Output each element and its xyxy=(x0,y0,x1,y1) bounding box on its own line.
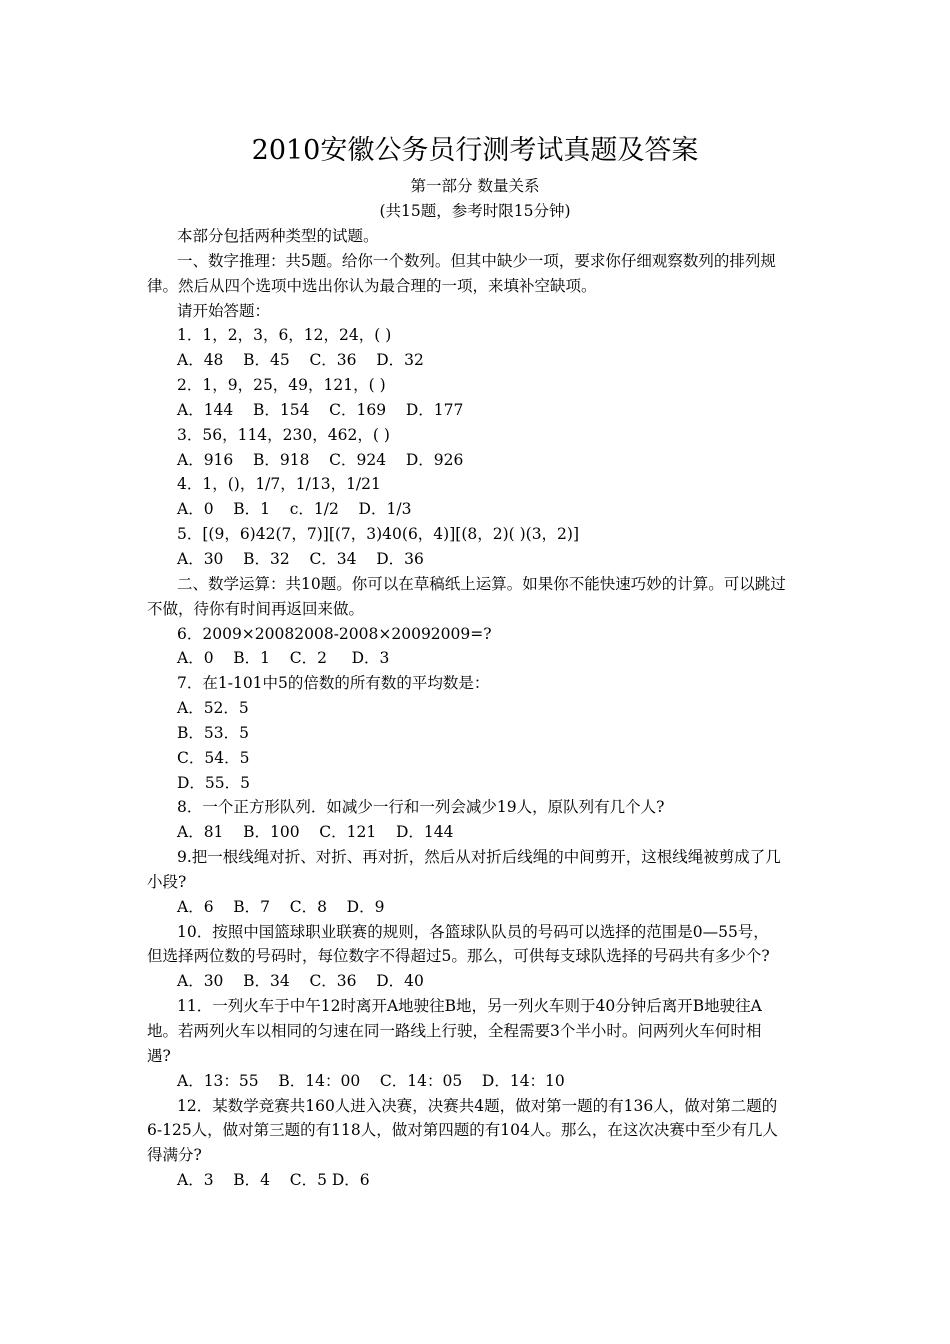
text-line: A．30 B．32 C．34 D．36 xyxy=(177,549,424,568)
text-line: 二、数学运算：共10题。你可以在草稿纸上运算。如果你不能快速巧妙的计算。可以跳过 xyxy=(177,574,786,593)
text-line: 请开始答题： xyxy=(177,301,271,320)
text-line: 10．按照中国篮球职业联赛的规则，各篮球队队员的号码可以选择的范围是0—55号， xyxy=(177,922,769,941)
text-line: 9.把一根线绳对折、对折、再对折，然后从对折后线绳的中间剪开，这根线绳被剪成了几 xyxy=(177,848,781,867)
text-line: A．52．5 xyxy=(177,699,249,718)
text-line: 7．在1-101中5的倍数的所有数的平均数是： xyxy=(177,674,490,693)
text-line: 本部分包括两种类型的试题。 xyxy=(177,227,379,245)
text-line: 12．某数学竞赛共160人进入决赛，决赛共4题，做对第一题的有136人，做对第二题的 xyxy=(177,1096,778,1115)
text-line: 小段? xyxy=(147,872,187,891)
text-line: 不做，待你有时间再返回来做。 xyxy=(147,599,365,618)
text-line: A．916 B．918 C．924 D．926 xyxy=(177,450,464,469)
text-line: C．54．5 xyxy=(177,748,250,767)
text-line: 一、数字推理：共5题。给你一个数列。但其中缺少一项，要求你仔细观察数列的排列规 xyxy=(177,251,776,270)
text-line: 1．1，2，3，6，12，24，( ) xyxy=(177,326,392,345)
text-line: 得满分? xyxy=(147,1146,202,1165)
text-line: A．6 B．7 C．8 D．9 xyxy=(177,897,385,916)
text-line: A．3 B．4 C．5 D．6 xyxy=(177,1171,370,1190)
text-line: A．0 B．1 c．1/2 D．1/3 xyxy=(177,500,412,519)
text-line: 遇? xyxy=(147,1046,171,1065)
document-body xyxy=(147,224,811,1193)
text-line: A．13：55 B．14：00 C．14：05 D．14：10 xyxy=(177,1071,565,1090)
text-line: A．48 B．45 C．36 D．32 xyxy=(177,351,424,370)
text-line: 6-125人，做对第三题的有118人，做对第四题的有104人。那么，在这次决赛中至少有几人 xyxy=(147,1121,778,1140)
text-line: 但选择两位数的号码时，每位数字不得超过5。那么，可供每支球队选择的号码共有多少个? xyxy=(147,947,770,966)
text-line: B．53．5 xyxy=(177,723,249,742)
text-line: A．81 B．100 C．121 D．144 xyxy=(177,823,454,842)
text-line: 4．1，()，1/7，1/13，1/21 xyxy=(177,475,381,494)
section-heading: 第一部分 数量关系 xyxy=(410,177,540,195)
text-line: 11．一列火车于中午12时离开A地驶往B地，另一列火车则于40分钟后离开B地驶往A xyxy=(177,997,762,1016)
text-line: 2．1，9，25，49，121，( ) xyxy=(177,376,386,395)
text-line: A．0 B．1 C．2 D．3 xyxy=(177,649,390,668)
document-title: 2010安徽公务员行测考试真题及答案 xyxy=(251,135,699,166)
text-line: D．55．5 xyxy=(177,773,251,792)
text-line: A．144 B．154 C．169 D．177 xyxy=(177,400,464,419)
text-line: 律。然后从四个选项中选出你认为最合理的一项，来填补空缺项。 xyxy=(147,276,597,295)
text-line: 5．[(9，6)42(7，7)][(7，3)40(6，4)][(8，2)( )(3，2)] xyxy=(177,525,580,544)
text-line: 3．56，114，230，462，( ) xyxy=(177,425,390,444)
text-line: 6．2009×20082008-2008×20092009=? xyxy=(177,624,492,643)
text-line: A．30 B．34 C．36 D．40 xyxy=(177,972,424,991)
text-line: 地。若两列火车以相同的匀速在同一路线上行驶，全程需要3个半小时。问两列火车何时相 xyxy=(147,1022,762,1040)
text-line: 8．一个正方形队列．如减少一行和一列会减少19人，原队列有几个人? xyxy=(177,798,665,817)
section-subheading: (共15题，参考时限15分钟) xyxy=(379,202,571,220)
